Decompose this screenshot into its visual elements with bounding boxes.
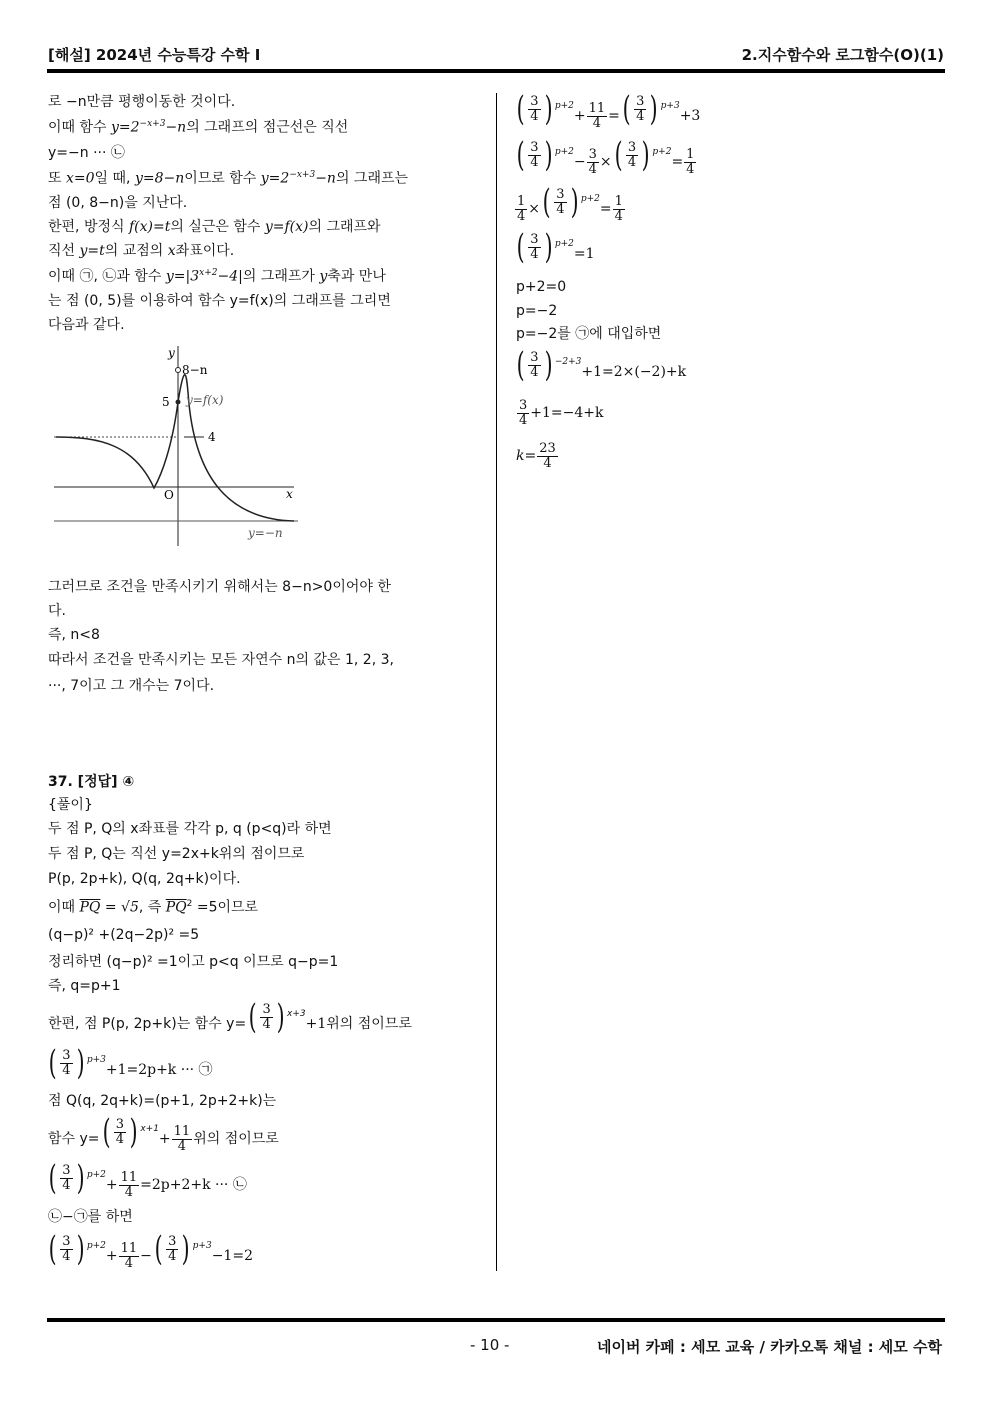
text-line: 한편, 방정식 f(x)=t의 실근은 함수 y=f(x)의 그래프와 bbox=[48, 219, 381, 235]
text-line: 정리하면 (q−p)² =1이고 p<q 이므로 q−p=1 bbox=[48, 954, 339, 970]
equation-r6: p=−2 bbox=[516, 303, 558, 319]
text-line: 이때 $\overline{PQ} = √5$, 즉 $\overline{PQ}^2 =5$이므로 bbox=[48, 899, 259, 916]
equation-r9: $\frac{3}{4}$ +1=−4+k bbox=[519, 397, 604, 428]
text-line: 그러므로 조건을 만족시키기 위해서는 8−n>0이어야 한 bbox=[48, 579, 391, 595]
question-title: 37. [정답] ④ bbox=[48, 774, 135, 790]
text-line: 로 −n만큼 평행이동한 것이다. bbox=[48, 94, 236, 110]
column-divider bbox=[496, 93, 497, 1271]
equation-r8: ( $\frac{3}{4}$ ) −2+3+1=2×(−2)+k bbox=[516, 345, 687, 385]
text-line: p=−2를 ㉠에 대입하면 bbox=[516, 326, 662, 342]
text-line: 또 x=0일 때, y=8−n이므로 함수 $y=2^{-x+3}-n$의 그래프는 bbox=[48, 170, 409, 187]
label-fx: y=f(x) bbox=[186, 393, 224, 407]
equation-r5: p+2=0 bbox=[516, 279, 567, 295]
text-line: 한편, 점 P(p, 2p+k)는 함수 y= ( $\frac{3}{4}$ ) x+3+1위의 점이므로 bbox=[48, 997, 412, 1037]
text-line: 직선 y=t의 교점의 x좌표이다. bbox=[48, 243, 235, 259]
page-number: - 10 - bbox=[470, 1336, 510, 1354]
x-label: x bbox=[286, 487, 293, 501]
equation-r10: k= $\frac{23}{4}$ bbox=[516, 440, 556, 471]
text-line: 두 점 P, Q의 x좌표를 각각 p, q (p<q)라 하면 bbox=[48, 821, 332, 837]
text-line: 점 (0, 8−n)을 지난다. bbox=[48, 195, 188, 211]
header-chapter: 2.지수함수와 로그함수(O)(1) bbox=[741, 46, 944, 64]
equation-1: ( $\frac{3}{4}$ ) p+3+1=2p+k ··· ㉠ bbox=[48, 1043, 213, 1083]
text-line: ···, 7이고 그 개수는 7이다. bbox=[48, 678, 215, 694]
equation-3: ( $\frac{3}{4}$ ) p+2+ $\frac{11}{4}$ − ( $\frac{3}{4}$ ) p+3−1=2 bbox=[48, 1229, 253, 1271]
label-asymptote: y=−n bbox=[248, 526, 283, 540]
text-line: 함수 y= ( $\frac{3}{4}$ ) x+1+ $\frac{11}{4}$ 위의 점이므로 bbox=[48, 1112, 279, 1154]
filled-point bbox=[176, 400, 181, 405]
text-line: 점 Q(q, 2q+k)=(p+1, 2p+2+k)는 bbox=[48, 1093, 277, 1109]
equation-r3: $\frac{1}{4}$ × ( $\frac{3}{4}$ ) p+2= $\frac{1}{4}$ bbox=[517, 182, 623, 224]
equation-2: ( $\frac{3}{4}$ ) p+2+ $\frac{11}{4}$ =2p+2+k ··· ㉡ bbox=[48, 1158, 247, 1200]
curve-f bbox=[56, 375, 294, 521]
text-line: 즉, q=p+1 bbox=[48, 978, 121, 994]
origin-label: O bbox=[164, 488, 174, 502]
function-graph bbox=[54, 342, 304, 547]
label-5: 5 bbox=[162, 395, 170, 409]
text-line: 즉, n<8 bbox=[48, 627, 100, 643]
text-line: 이때 함수 $y=2^{-x+3}-n$의 그래프의 점근선은 직선 bbox=[48, 119, 349, 136]
text-line: 따라서 조건을 만족시키는 모든 자연수 n의 값은 1, 2, 3, bbox=[48, 652, 394, 668]
label-4: 4 bbox=[208, 430, 216, 444]
text-line: 다. bbox=[48, 603, 66, 619]
header-title: [해설] 2024년 수능특강 수학 I bbox=[48, 46, 261, 64]
text-line: 다음과 같다. bbox=[48, 317, 125, 333]
footer-credit: 네이버 카페 : 세모 교육 / 카카오톡 채널 : 세모 수학 bbox=[596, 1338, 942, 1356]
text-line: 이때 ㉠, ㉡과 함수 $y=|3^{x+2}-4|$의 그래프가 y축과 만나 bbox=[48, 268, 386, 285]
header-rule bbox=[47, 69, 945, 73]
y-label: y bbox=[168, 346, 175, 360]
solution-label: {풀이} bbox=[48, 797, 93, 813]
text-line: ㉡−㉠를 하면 bbox=[48, 1209, 133, 1225]
equation-r1: ( $\frac{3}{4}$ ) p+2+ $\frac{11}{4}$ = ( $\frac{3}{4}$ ) p+3+3 bbox=[516, 89, 701, 131]
open-point bbox=[176, 368, 181, 373]
text-line: 두 점 P, Q는 직선 y=2x+k위의 점이므로 bbox=[48, 846, 305, 862]
text-line: 는 점 (0, 5)를 이용하여 함수 y=f(x)의 그래프를 그리면 bbox=[48, 293, 391, 309]
equation-r2: ( $\frac{3}{4}$ ) p+2− $\frac{3}{4}$ × ( $\frac{3}{4}$ ) p+2= $\frac{1}{4}$ bbox=[516, 135, 695, 177]
text-line: y=−n ··· ㉡ bbox=[48, 145, 125, 161]
text-line: (q−p)² +(2q−2p)² =5 bbox=[48, 927, 200, 943]
equation-r4: ( $\frac{3}{4}$ ) p+2=1 bbox=[516, 227, 595, 267]
text-line: P(p, 2p+k), Q(q, 2q+k)이다. bbox=[48, 871, 241, 887]
label-8-minus-n: 8−n bbox=[182, 363, 208, 377]
footer-rule bbox=[47, 1318, 945, 1322]
